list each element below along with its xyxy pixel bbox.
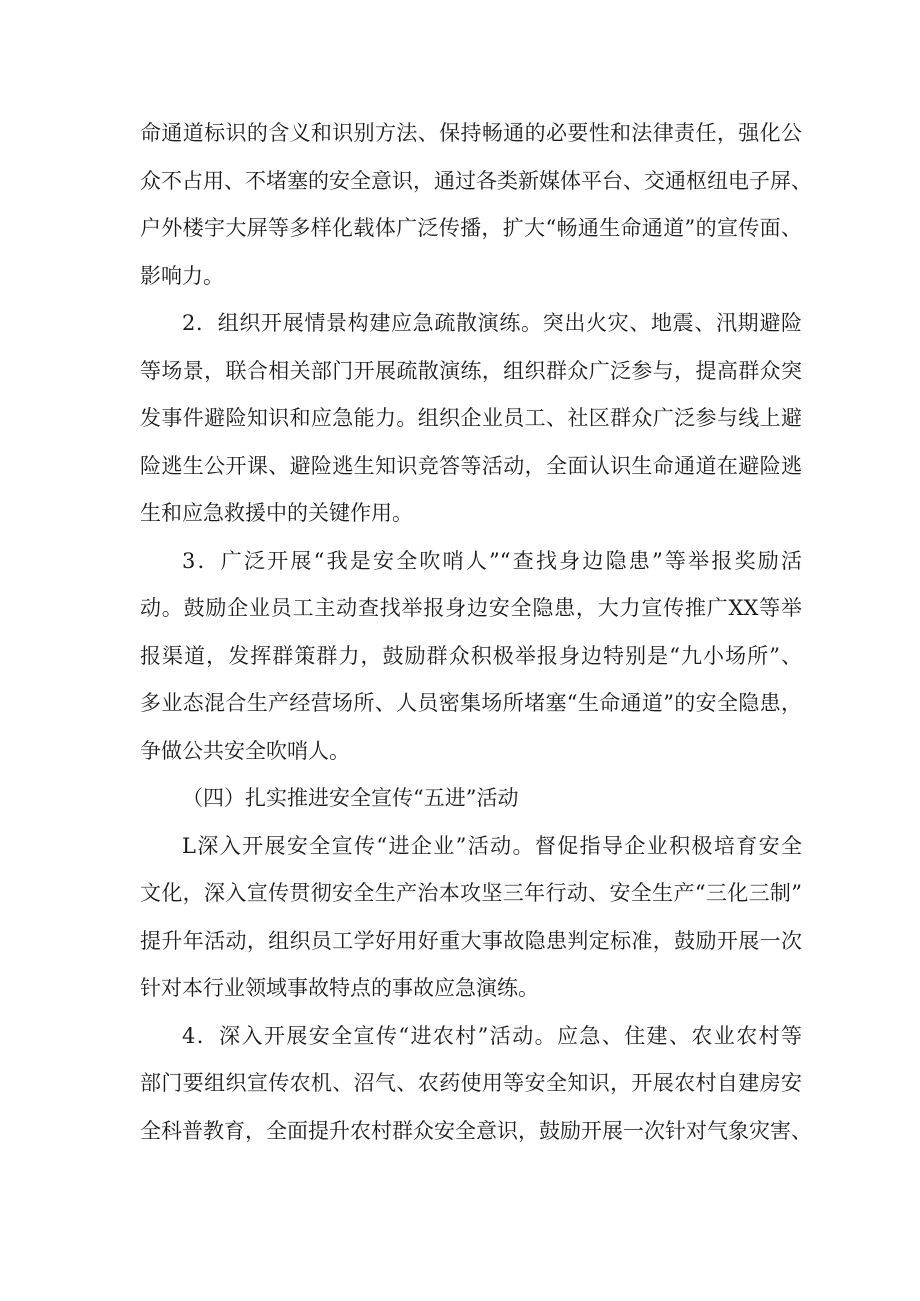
section-heading [140,775,802,823]
text-line: 针对本行业领域事故特点的事故应急演练。 [140,976,539,1000]
heading-line: （四）扎实推进安全宣传“五进”活动 [182,786,519,810]
text-line: 生和应急救援中的关键作用。 [140,501,413,525]
paragraph-item-4 [140,1013,812,1156]
text-line: 报渠道，发挥群策群力，鼓励群众积极举报身边特别是“九小场所”、 [140,643,802,668]
text-line: 部门要组织宣传农机、沼气、农药使用等安全知识，开展农村自建房安 [140,1071,802,1095]
text-line: 争做公共安全吹哨人。 [140,738,350,763]
text-line: 户外楼宇大屏等多样化载体广泛传播，扩大“畅通生命通道”的宣传面、 [140,216,802,240]
text-line: 命通道标识的含义和识别方法、保持畅通的必要性和法律责任，强化公 [140,121,802,145]
text-line: 险逃生公开课、避险逃生知识竞答等活动，全面认识生命通道在避险逃 [140,453,802,478]
text-line: 4．深入开展安全宣传“进农村”活动。应急、住建、农业农村等 [182,1023,802,1048]
text-line: 动。鼓励企业员工主动查找举报身边安全隐患，大力宣传推广XX等举 [140,596,802,620]
text-line: 提升年活动，组织员工学好用好重大事故隐患判定标准，鼓励开展一次 [140,928,802,953]
text-line: 2．组织开展情景构建应急疏散演练。突出火灾、地震、汛期避险 [182,311,802,335]
text-line: 影响力。 [140,263,224,288]
text-line: 发事件避险知识和应急能力。组织企业员工、社区群众广泛参与线上避 [140,406,802,430]
text-line: 多业态混合生产经营场所、人员密集场所堵塞“生命通道”的安全隐患， [140,691,802,715]
paragraph-item-3 [140,538,802,776]
text-line: 3．广泛开展“我是安全吹哨人”“查找身边隐患”等举报奖励活 [182,548,802,573]
document-body [140,110,812,1155]
text-line: 等场景，联合相关部门开展疏散演练，组织群众广泛参与，提高群众突 [140,358,802,383]
paragraph-continuation [140,110,812,300]
text-line: 文化，深入宣传贯彻安全生产治本攻坚三年行动、安全生产“三化三制” [140,881,802,905]
text-line: L深入开展安全宣传“进企业”活动。督促指导企业积极培育安全 [182,833,802,858]
paragraph-item-enterprise [140,823,802,1013]
text-line: 全科普教育，全面提升农村群众安全意识，鼓励开展一次针对气象灾害、 [140,1118,812,1143]
text-line: 众不占用、不堵塞的安全意识，通过各类新媒体平台、交通枢纽电子屏、 [140,168,812,193]
paragraph-item-2 [140,300,802,538]
